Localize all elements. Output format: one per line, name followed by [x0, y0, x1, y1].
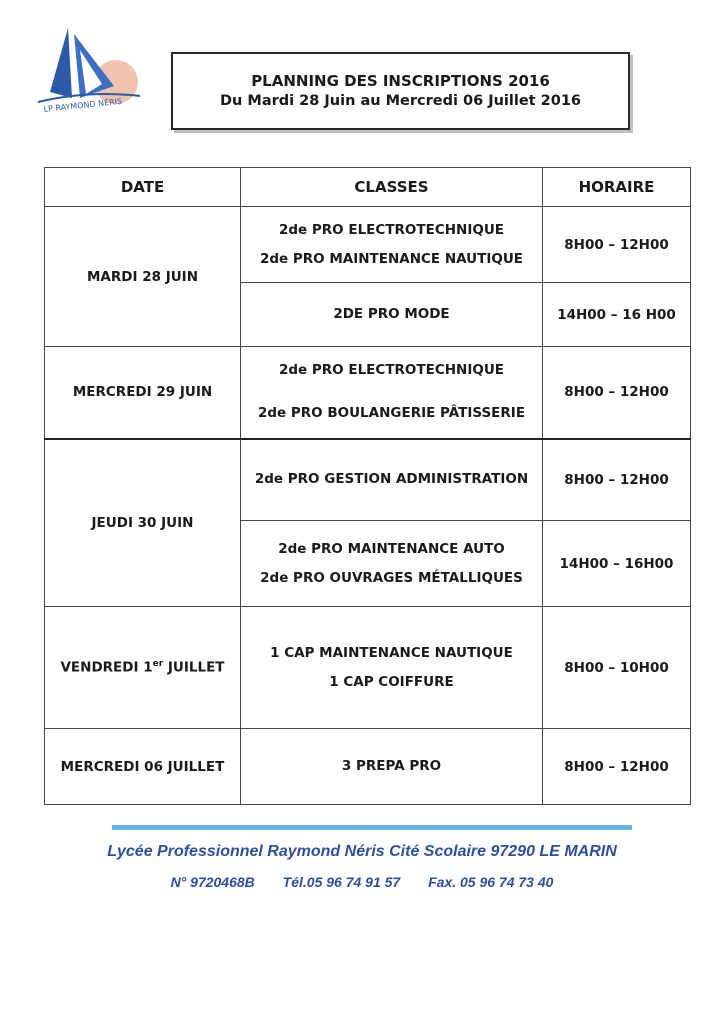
classes-cell — [241, 607, 543, 729]
date-text: VENDREDI 1 — [60, 659, 153, 676]
footer-fax: Fax. 05 96 74 73 40 — [428, 874, 554, 890]
classes-cell — [241, 439, 543, 521]
page-title: PLANNING DES INSCRIPTIONS 2016 — [251, 72, 550, 90]
class-line: 2DE PRO MODE — [333, 306, 450, 322]
class-line: 1 CAP MAINTENANCE NAUTIQUE — [270, 644, 513, 661]
title-box — [171, 52, 630, 130]
classes-cell — [241, 347, 543, 439]
header-row — [45, 168, 691, 207]
table-row — [45, 207, 691, 283]
footer-number: N° 9720468B — [170, 874, 255, 890]
date-superscript: er — [152, 659, 164, 670]
time-cell: 8H00 – 12H00 — [543, 439, 691, 521]
classes-cell — [241, 521, 543, 607]
time-cell: 8H00 – 12H00 — [543, 347, 691, 439]
class-line: 2de PRO MAINTENANCE AUTO — [278, 540, 505, 557]
date-cell: JEUDI 30 JUIN — [45, 439, 241, 607]
class-line: 2de PRO ELECTROTECHNIQUE — [278, 362, 505, 379]
column-header-horaire: HORAIRE — [543, 168, 691, 207]
date-cell: MERCREDI 29 JUIN — [45, 347, 241, 439]
date-cell: MERCREDI 06 JUILLET — [45, 729, 241, 805]
table-row — [45, 347, 691, 439]
class-line: 2de PRO OUVRAGES MÉTALLIQUES — [260, 569, 523, 586]
footer-school-address: Lycée Professionnel Raymond Néris Cité Scolaire 97290 LE MARIN — [107, 843, 617, 860]
column-header-date: DATE — [45, 168, 241, 207]
date-cell: MARDI 28 JUIN — [45, 207, 241, 347]
date-cell — [45, 607, 241, 729]
table-row — [45, 439, 691, 521]
class-line: 2de PRO BOULANGERIE PÂTISSERIE — [257, 405, 526, 422]
column-header-classes: CLASSES — [241, 168, 543, 207]
time-cell: 14H00 – 16H00 — [543, 521, 691, 607]
class-line: 2de PRO MAINTENANCE NAUTIQUE — [259, 250, 524, 267]
classes-cell — [241, 729, 543, 805]
classes-cell — [241, 207, 543, 283]
footer-divider — [112, 825, 632, 830]
date-text-rest: JUILLET — [163, 659, 225, 676]
class-line: 1 CAP COIFFURE — [329, 673, 454, 690]
footer-tel: Tél.05 96 74 91 57 — [282, 874, 401, 890]
logo-text: LP RAYMOND NÉRIS — [43, 96, 123, 114]
class-line: 2de PRO GESTION ADMINISTRATION — [254, 471, 529, 488]
time-cell: 8H00 – 12H00 — [543, 729, 691, 805]
page-subtitle: Du Mardi 28 Juin au Mercredi 06 Juillet 2016 — [219, 93, 582, 109]
class-line: 3 PREPA PRO — [341, 758, 442, 774]
table-row — [45, 607, 691, 729]
table-row — [45, 729, 691, 805]
classes-cell — [241, 283, 543, 347]
time-cell: 8H00 – 12H00 — [543, 207, 691, 283]
time-cell: 14H00 – 16 H00 — [543, 283, 691, 347]
class-line: 2de PRO ELECTROTECHNIQUE — [278, 221, 505, 238]
time-cell: 8H00 – 10H00 — [543, 607, 691, 729]
school-logo — [28, 20, 148, 120]
schedule-table — [44, 167, 691, 805]
footer-contact — [0, 874, 724, 890]
